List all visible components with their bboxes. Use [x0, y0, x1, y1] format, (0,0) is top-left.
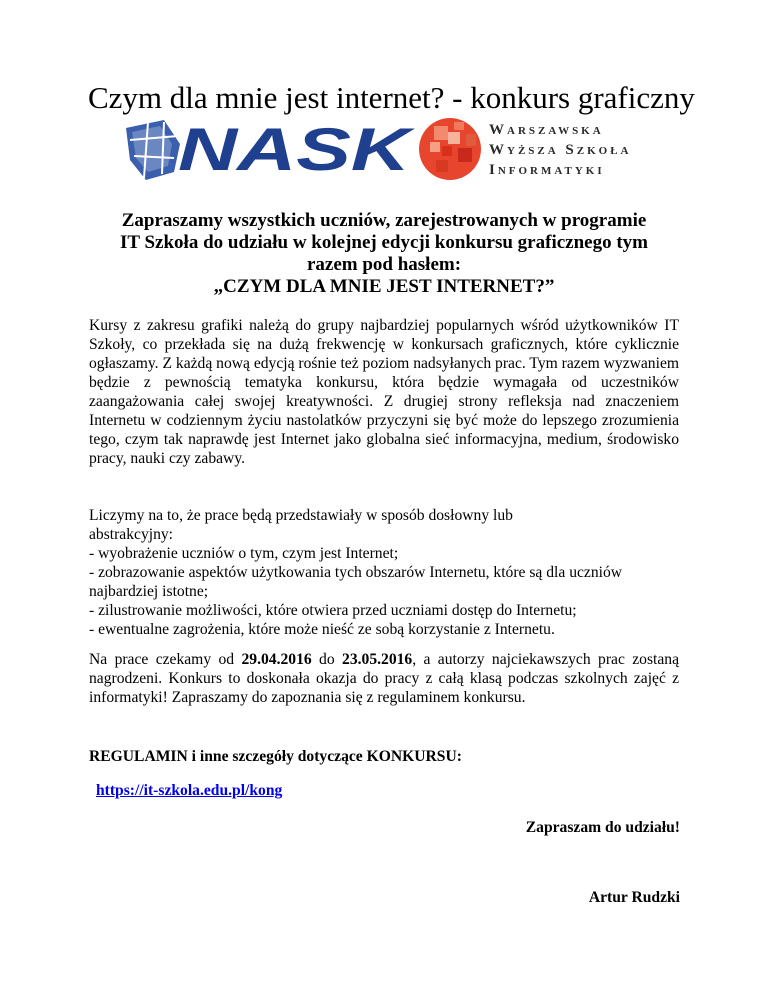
expectations-line-2: abstrakcyjny: — [89, 526, 174, 543]
wwsi-globe-icon — [419, 118, 481, 180]
invite-text: Zapraszam do udziału! — [525, 819, 680, 836]
intro-heading — [80, 210, 688, 298]
paragraph-expectations — [89, 506, 679, 639]
wwsi-line-1: Warszawska — [489, 122, 604, 138]
expectations-item-3: - zilustrowanie możliwości, które otwiera przed uczniami dostęp do Internetu; — [89, 602, 577, 619]
expectations-item-4: - ewentualne zagrożenia, które może nieść ze sobą korzystanie z Internetu. — [89, 621, 555, 638]
expectations-item-1: - wyobrażenie uczniów o tym, czym jest Internet; — [89, 545, 399, 562]
wwsi-line-3: Informatyki — [489, 162, 605, 178]
date-to: 23.05.2016 — [342, 651, 413, 668]
intro-slogan: „CZYM DLA MNIE JEST INTERNET?” — [213, 276, 555, 297]
dates-suffix: , a autorzy najciekawszych prac zostaną nagrodzeni. Konkurs to doskonała okazja do pracy z całą klasą podczas szkolnych zajęć z informatyki! Zapraszamy do zapoznania się z regulaminem konkursu. — [89, 651, 680, 706]
expectations-line-1: Liczymy na to, że prace będą przedstawiały w sposób dosłowny lub — [89, 507, 513, 524]
paragraph-description: Kursy z zakresu grafiki należą do grupy najbardziej popularnych wśród użytkowników IT Szkoły, co przekłada się na dużą frekwencję w konkursach graficznych, które cyklicznie ogłaszamy. Z każdą nową edycją rośnie też poziom nadsyłanych prac. Tym razem wyzwaniem będzie z pewnością tematyka konkursu, która będzie wymagała od uczestników zaangażowania całej swojej kreatywności. Z drugiej strony refleksja nad znaczeniem Internetu w codziennym życiu nastolatków przyczyni się być może do lepszego zrozumienia tego, czym tak naprawdę jest Internet jako globalna sieć informacyjna, medium, środowisko pracy, nauki czy zabawy. — [89, 317, 679, 467]
signature: Artur Rudzki — [588, 889, 680, 906]
dates-middle: do — [311, 651, 343, 668]
regulamin-heading: REGULAMIN i inne szczegóły dotyczące KONKURSU: — [89, 748, 462, 765]
wwsi-line-2: Wyższa Szkoła — [489, 142, 632, 158]
konkurs-link[interactable]: https://it-szkola.edu.pl/kong — [96, 782, 283, 799]
nask-wordmark: NASK — [178, 116, 415, 183]
dates-prefix: Na prace czekamy od — [89, 651, 242, 668]
expectations-item-2: - zobrazowanie aspektów użytkowania tych obszarów Internetu, które są dla uczniów najbardziej istotne; — [89, 564, 623, 600]
nask-map-icon — [126, 120, 180, 180]
wwsi-wordmark — [489, 120, 632, 180]
paragraph-dates — [89, 650, 679, 707]
intro-line-3: razem pod hasłem: — [306, 254, 462, 275]
logo-banner — [124, 114, 654, 184]
intro-line-1: Zapraszamy wszystkich uczniów, zarejestrowanych w programie — [121, 210, 647, 231]
intro-line-2: IT Szkoła do udziału w kolejnej edycji konkursu graficznego tym — [120, 232, 648, 253]
page-title: Czym dla mnie jest internet? - konkurs graficzny — [88, 80, 695, 115]
date-from: 29.04.2016 — [241, 651, 312, 668]
